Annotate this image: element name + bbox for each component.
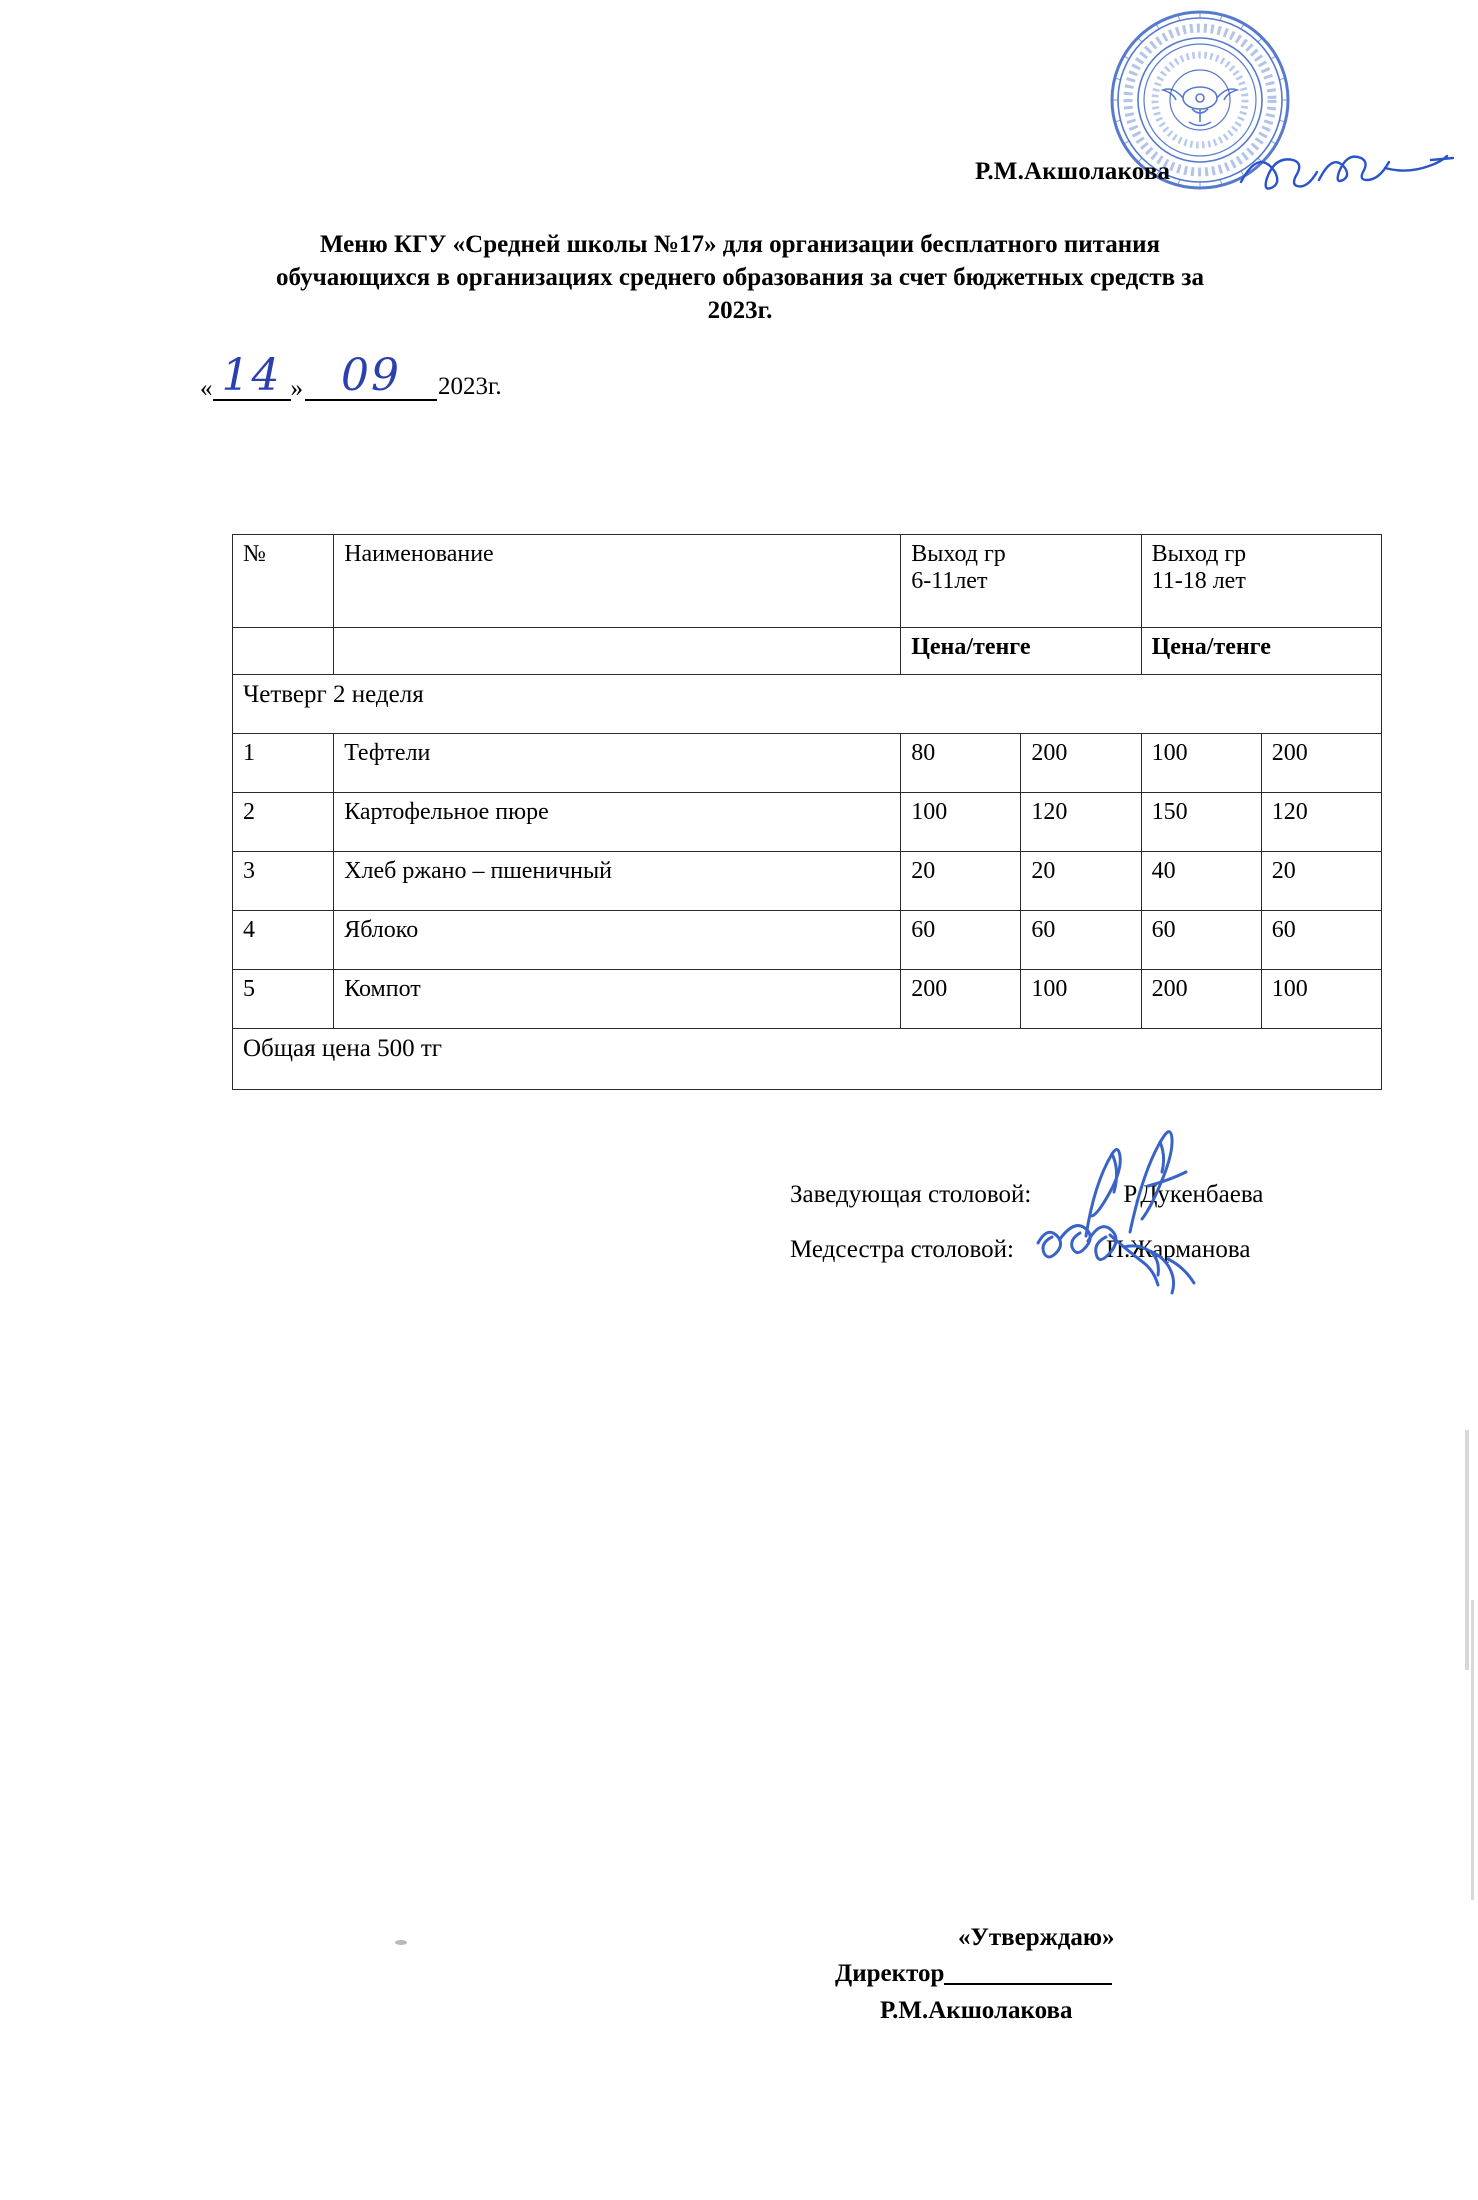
title-line-3: 2023г. <box>707 297 773 324</box>
cell-price-11-18: 60 <box>1261 911 1381 970</box>
signature-label-canteen-head: Заведующая столовой: <box>790 1181 1032 1208</box>
page-title <box>210 228 1270 327</box>
title-line-1: Меню КГУ «Средней школы №17» для организации бесплатного питания <box>319 231 1161 258</box>
cell-price-11-18: 100 <box>1261 970 1381 1029</box>
signature-label-nurse: Медсестра столовой: <box>790 1236 1014 1263</box>
date-close-quote: » <box>290 375 303 402</box>
signature-name-nurse: П.Жарманова <box>1105 1236 1251 1263</box>
scan-edge-artifact <box>1465 1430 1469 1670</box>
cell-yield-11-18: 100 <box>1141 734 1261 793</box>
cell-yield-6-11: 200 <box>901 970 1021 1029</box>
approval-block <box>835 1920 1115 2029</box>
cell-yield-11-18: 200 <box>1141 970 1261 1029</box>
signature-row-nurse <box>790 1237 1263 1262</box>
approval-director-line <box>835 1956 1115 1992</box>
cell-number: 1 <box>233 734 334 793</box>
director-signature-top <box>1235 120 1455 210</box>
table-row <box>233 734 1382 793</box>
header-yield-11-18-line2: 11-18 лет <box>1151 568 1246 594</box>
cell-number: 5 <box>233 970 334 1029</box>
cell-number: 2 <box>233 793 334 852</box>
subheader-number-empty <box>233 628 334 675</box>
table-row <box>233 793 1382 852</box>
cell-price-6-11: 120 <box>1021 793 1141 852</box>
signature-block <box>790 1182 1263 1292</box>
cell-name: Картофельное пюре <box>334 793 901 852</box>
date-month-blank <box>305 350 437 401</box>
cell-yield-11-18: 60 <box>1141 911 1261 970</box>
table-header-row <box>233 535 1382 628</box>
table-day-row <box>233 675 1382 734</box>
subheader-name-empty <box>334 628 901 675</box>
day-label: Четверг 2 неделя <box>233 675 1382 734</box>
date-year-label: 2023г. <box>438 373 502 400</box>
cell-name: Компот <box>334 970 901 1029</box>
approval-director-label: Директор <box>835 1960 945 1988</box>
table-row <box>233 970 1382 1029</box>
subheader-price-11-18: Цена/тенге <box>1141 628 1381 675</box>
cell-yield-6-11: 20 <box>901 852 1021 911</box>
cell-yield-6-11: 100 <box>901 793 1021 852</box>
cell-yield-6-11: 80 <box>901 734 1021 793</box>
table-row <box>233 852 1382 911</box>
signature-name-canteen-head: Р.Дукенбаева <box>1123 1181 1264 1208</box>
cell-price-11-18: 200 <box>1261 734 1381 793</box>
approval-director-name: Р.М.Акшолакова <box>880 1996 1073 2024</box>
date-open-quote: « <box>200 375 213 402</box>
header-number: № <box>233 535 334 628</box>
cell-number: 4 <box>233 911 334 970</box>
approval-director-blank <box>944 1959 1112 1985</box>
cell-number: 3 <box>233 852 334 911</box>
menu-table <box>232 534 1382 1090</box>
scan-edge-artifact <box>1471 1600 1474 1900</box>
table-row <box>233 911 1382 970</box>
date-month-handwritten: 09 <box>341 350 401 401</box>
date-day-blank <box>213 350 291 401</box>
cell-price-11-18: 120 <box>1261 793 1381 852</box>
scan-speck <box>395 1940 407 1945</box>
cell-price-6-11: 60 <box>1021 911 1141 970</box>
header-yield-6-11 <box>901 535 1141 628</box>
cell-price-6-11: 20 <box>1021 852 1141 911</box>
cell-price-6-11: 100 <box>1021 970 1141 1029</box>
total-price-label: Общая цена 500 тг <box>233 1029 1382 1090</box>
cell-name: Яблоко <box>334 911 901 970</box>
cell-name: Хлеб ржано – пшеничный <box>334 852 901 911</box>
approver-name-top: Р.М.Акшолакова <box>975 158 1171 185</box>
date-day-handwritten: 14 <box>221 350 282 401</box>
table-subheader-row <box>233 628 1382 675</box>
table-total-row <box>233 1029 1382 1090</box>
header-yield-6-11-line1: Выход гр <box>911 541 1006 567</box>
header-yield-11-18-line1: Выход гр <box>1151 541 1247 567</box>
approval-label: «Утверждаю» <box>958 1924 1115 1951</box>
cell-name: Тефтели <box>334 734 901 793</box>
cell-price-6-11: 200 <box>1021 734 1141 793</box>
signature-row-canteen-head <box>790 1182 1263 1207</box>
header-yield-11-18 <box>1141 535 1381 628</box>
cell-yield-11-18: 40 <box>1141 852 1261 911</box>
subheader-price-6-11: Цена/тенге <box>901 628 1141 675</box>
title-line-2: обучающихся в организациях среднего образования за счет бюджетных средств за <box>276 264 1204 291</box>
date-line <box>200 350 502 402</box>
header-yield-6-11-line2: 6-11лет <box>911 568 988 594</box>
cell-yield-11-18: 150 <box>1141 793 1261 852</box>
cell-price-11-18: 20 <box>1261 852 1381 911</box>
cell-yield-6-11: 60 <box>901 911 1021 970</box>
header-name: Наименование <box>334 535 901 628</box>
